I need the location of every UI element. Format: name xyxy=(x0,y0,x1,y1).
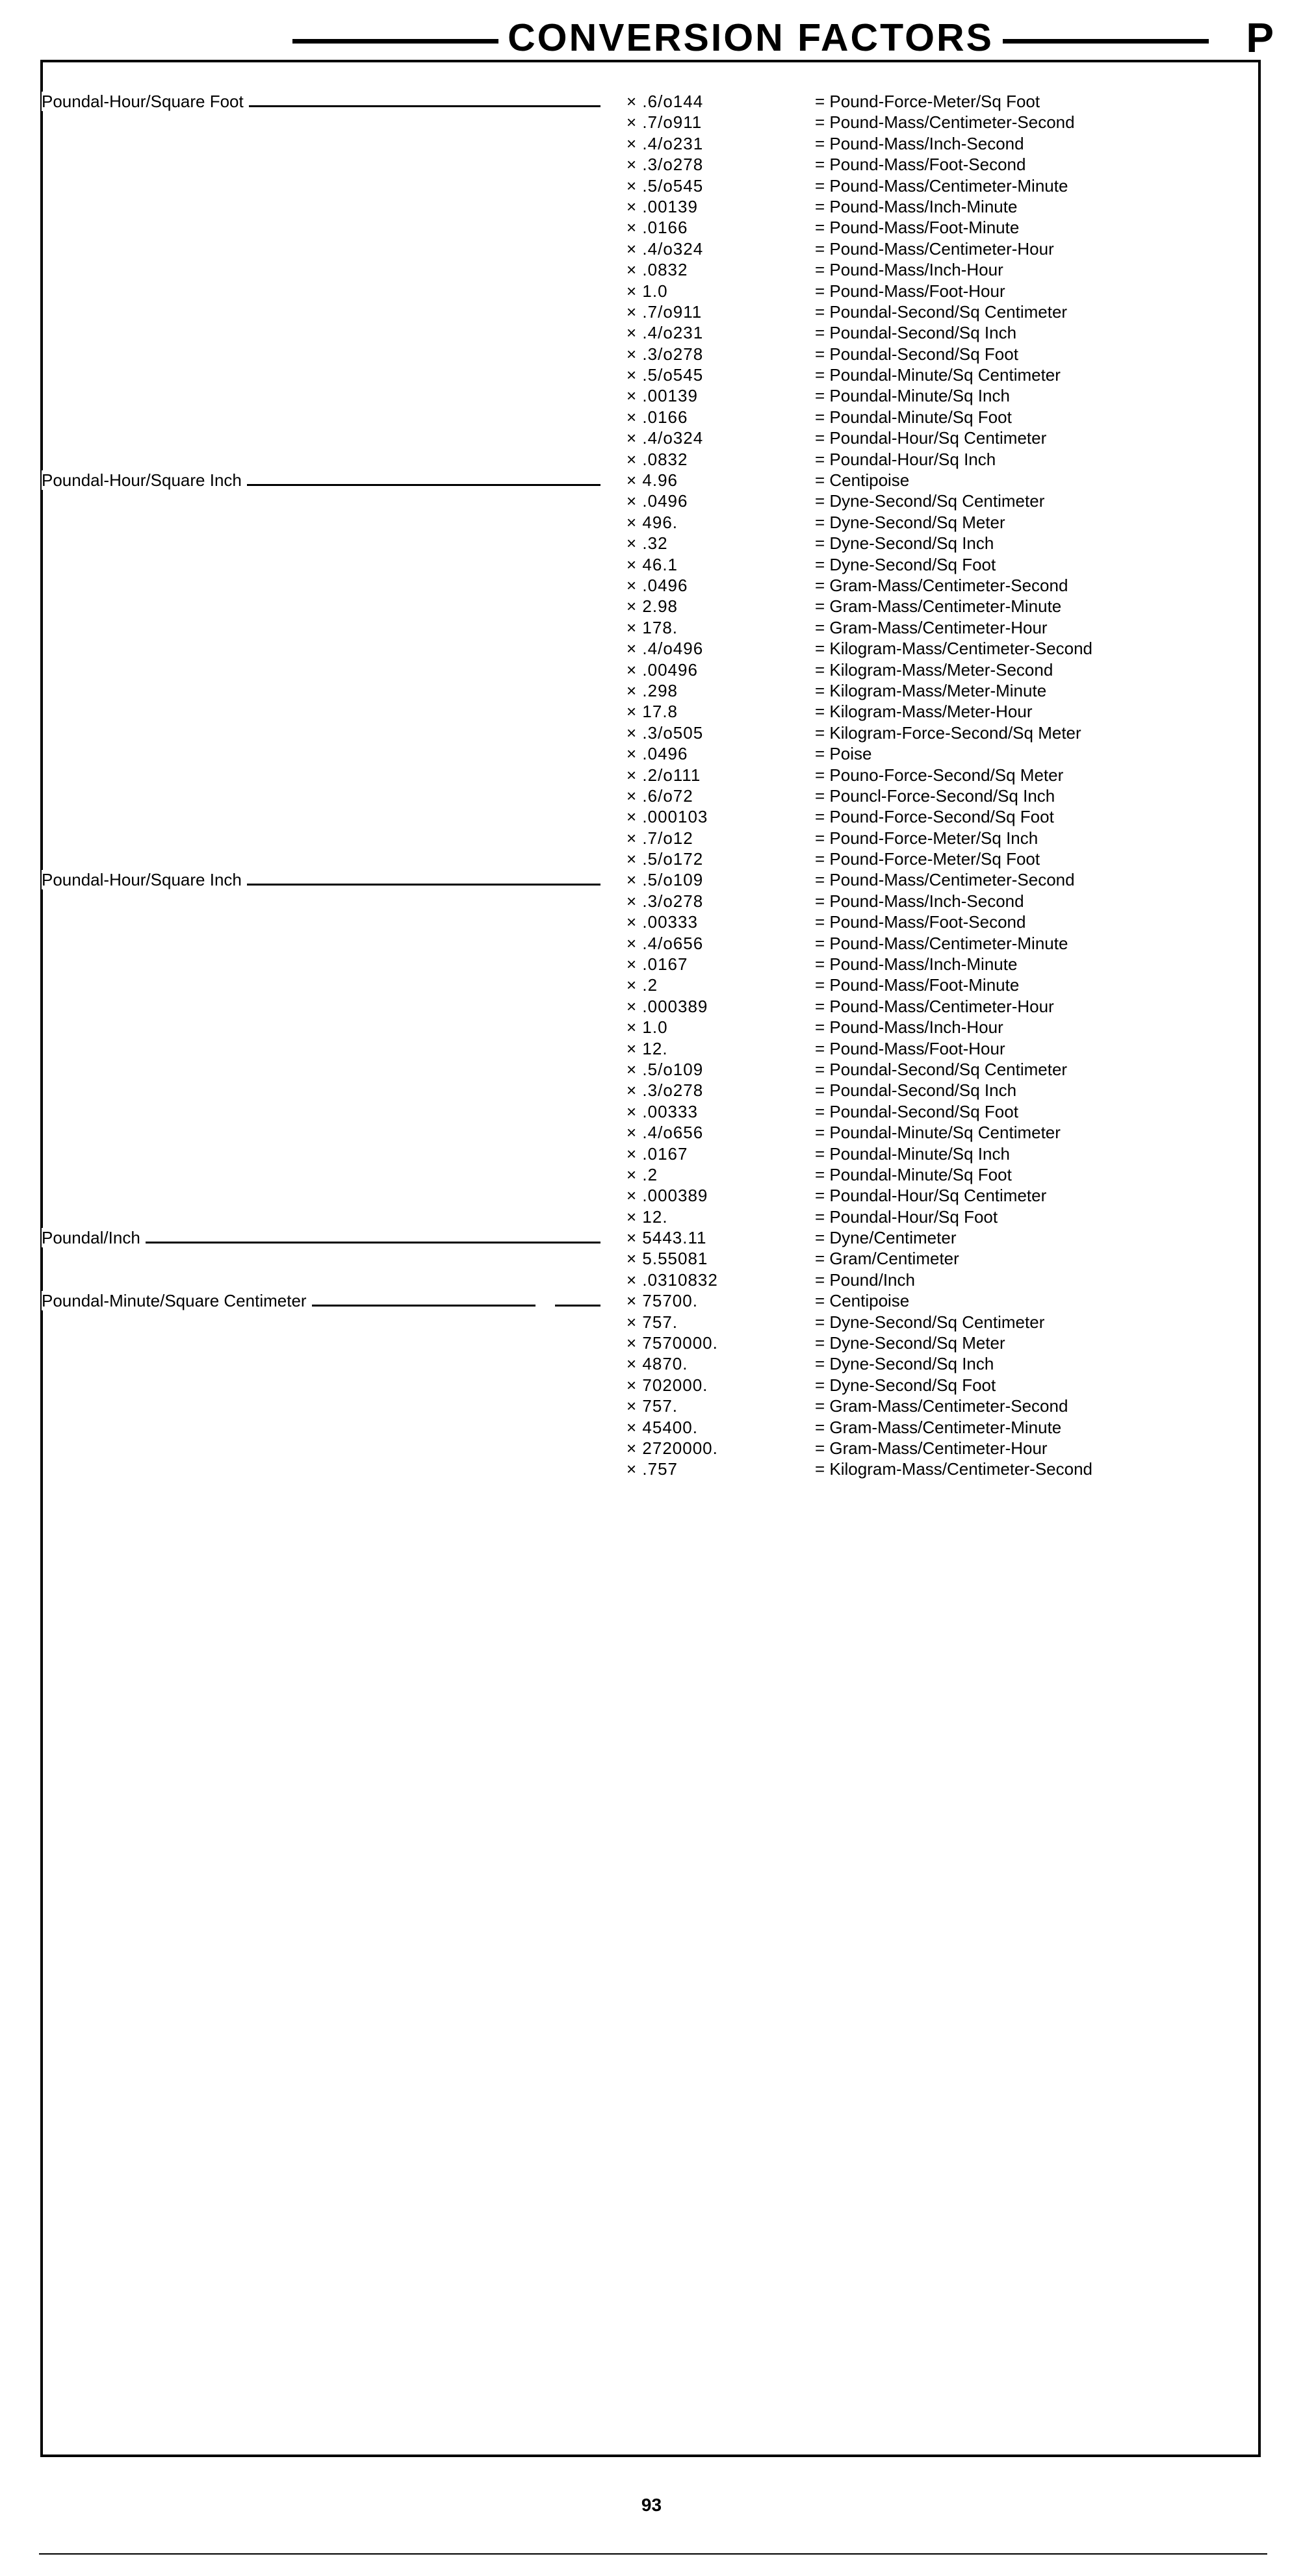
table-row xyxy=(42,1227,1263,1248)
factor-cell: × .00333 xyxy=(626,1101,698,1121)
factor-cell: × .3/o505 xyxy=(626,722,704,743)
result-cell: = Kilogram-Mass/Centimeter-Second xyxy=(815,1459,1092,1479)
result-cell: = Pound/Inch xyxy=(815,1269,915,1290)
table-row xyxy=(42,385,1263,406)
table-row xyxy=(42,722,1263,743)
result-cell: = Dyne-Second/Sq Meter xyxy=(815,512,1005,532)
result-cell: = Dyne-Second/Sq Foot xyxy=(815,554,996,574)
result-cell: = Dyne-Second/Sq Inch xyxy=(815,1354,994,1374)
result-cell: = Poundal-Second/Sq Foot xyxy=(815,1101,1018,1121)
result-cell: = Kilogram-Force-Second/Sq Meter xyxy=(815,722,1081,743)
factor-cell: × 7570000. xyxy=(626,1333,718,1353)
result-cell: = Poundal-Second/Sq Foot xyxy=(815,344,1018,364)
table-row xyxy=(42,1080,1263,1101)
factor-cell: × .757 xyxy=(626,1459,678,1479)
factor-cell: × 4.96 xyxy=(626,470,678,491)
factor-cell: × 1.0 xyxy=(626,1017,668,1038)
table-row xyxy=(42,1248,1263,1269)
factor-cell: × 46.1 xyxy=(626,554,678,574)
unit-label: Poundal-Minute/Square Centimeter xyxy=(42,1291,312,1310)
result-cell: = Pound-Force-Meter/Sq Foot xyxy=(815,92,1040,111)
factor-cell: × 12. xyxy=(626,1038,668,1058)
table-row xyxy=(42,828,1263,848)
result-cell: = Poundal-Hour/Sq Centimeter xyxy=(815,1186,1047,1206)
result-cell: = Poundal-Minute/Sq Inch xyxy=(815,386,1010,406)
factor-cell: × .4/o324 xyxy=(626,238,704,259)
result-cell: = Gram-Mass/Centimeter-Second xyxy=(815,575,1068,595)
factor-cell: × .0167 xyxy=(626,954,688,975)
table-row xyxy=(42,1206,1263,1227)
unit-label: Poundal-Hour/Square Foot xyxy=(42,92,249,111)
result-cell: = Poundal-Hour/Sq Inch xyxy=(815,449,996,469)
factor-cell: × .4/o231 xyxy=(626,323,704,343)
table-row xyxy=(42,701,1263,722)
result-cell: = Poundal-Hour/Sq Centimeter xyxy=(815,428,1047,448)
result-cell: = Dyne-Second/Sq Meter xyxy=(815,1333,1005,1353)
table-row xyxy=(42,912,1263,932)
factor-cell: × .0496 xyxy=(626,491,688,511)
table-row xyxy=(42,680,1263,701)
factor-cell: × .6/o144 xyxy=(626,92,704,111)
factor-cell: × 496. xyxy=(626,512,678,532)
table-row xyxy=(42,933,1263,954)
unit-label: Poundal/Inch xyxy=(42,1228,146,1247)
table-row xyxy=(42,996,1263,1017)
table-row xyxy=(42,449,1263,470)
factor-cell: × .4/o324 xyxy=(626,428,704,448)
table-row xyxy=(42,1101,1263,1122)
result-cell: = Kilogram-Mass/Meter-Hour xyxy=(815,702,1033,722)
result-cell: = Pound-Mass/Centimeter-Second xyxy=(815,870,1075,890)
factor-cell: × .0496 xyxy=(626,744,688,764)
result-cell: = Poundal-Minute/Sq Foot xyxy=(815,407,1012,427)
header-rule-left xyxy=(292,39,498,44)
conversion-table xyxy=(42,91,1263,1480)
result-cell: = Kilogram-Mass/Centimeter-Second xyxy=(815,639,1092,659)
table-row xyxy=(42,322,1263,343)
factor-cell: × .5/o545 xyxy=(626,365,704,385)
unit-cell xyxy=(42,869,626,890)
factor-cell: × .4/o656 xyxy=(626,933,704,953)
table-row xyxy=(42,154,1263,175)
result-cell: = Pound-Mass/Centimeter-Hour xyxy=(815,996,1054,1016)
page-header xyxy=(39,12,1274,64)
factor-cell: × 2720000. xyxy=(626,1438,718,1458)
table-row xyxy=(42,512,1263,533)
result-cell: = Pound-Mass/Foot-Hour xyxy=(815,281,1005,301)
table-row xyxy=(42,765,1263,785)
result-cell: = Kilogram-Mass/Meter-Second xyxy=(815,659,1053,680)
result-cell: = Pound-Mass/Inch-Second xyxy=(815,891,1024,911)
result-cell: = Pound-Mass/Inch-Hour xyxy=(815,260,1003,280)
factor-cell: × 45400. xyxy=(626,1417,698,1437)
page-number: 93 xyxy=(641,2495,662,2515)
result-cell: = Gram-Mass/Centimeter-Hour xyxy=(815,617,1048,637)
result-cell: = Poundal-Minute/Sq Centimeter xyxy=(815,365,1061,385)
table-row xyxy=(42,869,1263,890)
result-cell: = Dyne-Second/Sq Inch xyxy=(815,533,994,554)
result-cell: = Poundal-Minute/Sq Centimeter xyxy=(815,1123,1061,1143)
result-cell: = Gram-Mass/Centimeter-Minute xyxy=(815,596,1062,617)
result-cell: = Centipoise xyxy=(815,470,910,491)
result-cell: = Gram-Mass/Centimeter-Second xyxy=(815,1396,1068,1416)
result-cell: = Pound-Mass/Centimeter-Minute xyxy=(815,933,1068,953)
result-cell: = Pound-Force-Meter/Sq Inch xyxy=(815,828,1039,848)
factor-cell: × .4/o496 xyxy=(626,639,704,659)
result-cell: = Pound-Mass/Inch-Minute xyxy=(815,954,1018,975)
result-cell: = Pound-Mass/Foot-Second xyxy=(815,155,1026,175)
result-cell: = Centipoise xyxy=(815,1291,910,1311)
factor-cell: × .0167 xyxy=(626,1143,688,1164)
result-cell: = Dyne/Centimeter xyxy=(815,1228,957,1248)
table-row xyxy=(42,1038,1263,1059)
table-row xyxy=(42,1122,1263,1143)
unit-label: Poundal-Hour/Square Inch xyxy=(42,870,247,889)
unit-cell xyxy=(42,91,626,112)
factor-cell: × .5/o109 xyxy=(626,870,704,890)
table-row xyxy=(42,344,1263,364)
table-row xyxy=(42,1396,1263,1416)
section-letter: P xyxy=(1246,14,1274,61)
factor-cell: × .5/o109 xyxy=(626,1059,704,1079)
table-row xyxy=(42,301,1263,322)
result-cell: = Pound-Mass/Foot-Minute xyxy=(815,975,1020,995)
table-row xyxy=(42,1269,1263,1290)
result-cell: = Poundal-Second/Sq Centimeter xyxy=(815,301,1068,322)
factor-cell: × .00496 xyxy=(626,659,698,680)
table-row xyxy=(42,785,1263,806)
factor-cell: × .4/o231 xyxy=(626,133,704,153)
footer-rule xyxy=(39,2553,1267,2555)
factor-cell: × 1.0 xyxy=(626,281,668,301)
table-row xyxy=(42,112,1263,133)
result-cell: = Pound-Mass/Foot-Second xyxy=(815,912,1026,932)
result-cell: = Pound-Mass/Centimeter-Minute xyxy=(815,175,1068,196)
result-cell: = Dyne-Second/Sq Centimeter xyxy=(815,1312,1045,1332)
factor-cell: × .5/o545 xyxy=(626,175,704,196)
factor-cell: × .00333 xyxy=(626,912,698,932)
factor-cell: × .4/o656 xyxy=(626,1123,704,1143)
unit-cell xyxy=(42,470,626,491)
table-row xyxy=(42,975,1263,995)
table-row xyxy=(42,617,1263,638)
table-row xyxy=(42,1059,1263,1080)
result-cell: = Gram-Mass/Centimeter-Hour xyxy=(815,1438,1048,1458)
table-row xyxy=(42,1459,1263,1479)
factor-cell: × 757. xyxy=(626,1312,678,1332)
result-cell: = Poise xyxy=(815,744,872,764)
result-cell: = Pound-Mass/Inch-Minute xyxy=(815,196,1018,216)
factor-cell: × .000389 xyxy=(626,1186,708,1206)
factor-cell: × .3/o278 xyxy=(626,344,704,364)
factor-cell: × 4870. xyxy=(626,1354,688,1374)
factor-cell: × 178. xyxy=(626,617,678,637)
factor-cell: × .3/o278 xyxy=(626,891,704,911)
table-row xyxy=(42,1312,1263,1333)
result-cell: = Pound-Force-Meter/Sq Foot xyxy=(815,849,1040,869)
table-row xyxy=(42,1185,1263,1206)
factor-cell: × 2.98 xyxy=(626,596,678,617)
table-row xyxy=(42,91,1263,112)
factor-cell: × .7/o911 xyxy=(626,301,703,322)
result-cell: = Poundal-Second/Sq Centimeter xyxy=(815,1059,1068,1079)
table-row xyxy=(42,470,1263,491)
result-cell: = Pound-Mass/Inch-Second xyxy=(815,133,1024,153)
table-row xyxy=(42,638,1263,659)
factor-cell: × 757. xyxy=(626,1396,678,1416)
unit-label: Poundal-Hour/Square Inch xyxy=(42,470,247,490)
result-cell: = Poundal-Second/Sq Inch xyxy=(815,1080,1017,1101)
result-cell: = Pound-Mass/Foot-Minute xyxy=(815,218,1020,238)
result-cell: = Pouno-Force-Second/Sq Meter xyxy=(815,765,1064,785)
table-row xyxy=(42,891,1263,912)
factor-cell: × .0496 xyxy=(626,575,688,595)
result-cell: = Poundal-Hour/Sq Foot xyxy=(815,1206,998,1227)
factor-cell: × .2 xyxy=(626,1164,658,1184)
result-cell: = Pound-Mass/Centimeter-Hour xyxy=(815,238,1054,259)
table-row xyxy=(42,1017,1263,1038)
header-rule-right xyxy=(1003,39,1209,44)
factor-cell: × .298 xyxy=(626,680,678,700)
factor-cell: × .000103 xyxy=(626,807,708,827)
table-row xyxy=(42,281,1263,301)
table-row xyxy=(42,1375,1263,1396)
unit-cell xyxy=(42,1290,626,1311)
table-row xyxy=(42,364,1263,385)
table-row xyxy=(42,1353,1263,1374)
result-cell: = Poundal-Minute/Sq Inch xyxy=(815,1143,1010,1164)
result-cell: = Dyne-Second/Sq Foot xyxy=(815,1375,996,1395)
factor-cell: × .2 xyxy=(626,975,658,995)
table-row xyxy=(42,743,1263,764)
table-row xyxy=(42,407,1263,427)
result-cell: = Kilogram-Mass/Meter-Minute xyxy=(815,680,1047,700)
factor-cell: × .0166 xyxy=(626,218,688,238)
factor-cell: × .6/o72 xyxy=(626,785,693,806)
result-cell: = Pound-Mass/Centimeter-Second xyxy=(815,112,1075,133)
table-row xyxy=(42,217,1263,238)
result-cell: = Pouncl-Force-Second/Sq Inch xyxy=(815,785,1055,806)
factor-cell: × .0832 xyxy=(626,449,688,469)
factor-cell: × 702000. xyxy=(626,1375,708,1395)
factor-cell: × 17.8 xyxy=(626,702,678,722)
table-row xyxy=(42,491,1263,511)
leader-line-segment xyxy=(555,1305,600,1307)
table-row xyxy=(42,659,1263,680)
table-row xyxy=(42,1417,1263,1438)
factor-cell: × .00139 xyxy=(626,386,698,406)
table-row xyxy=(42,1290,1263,1311)
result-cell: = Gram/Centimeter xyxy=(815,1249,959,1269)
result-cell: = Gram-Mass/Centimeter-Minute xyxy=(815,1417,1062,1437)
factor-cell: × 5443.11 xyxy=(626,1228,707,1248)
result-cell: = Pound-Mass/Foot-Hour xyxy=(815,1038,1005,1058)
factor-cell: × .0310832 xyxy=(626,1269,718,1290)
table-row xyxy=(42,427,1263,448)
table-row xyxy=(42,554,1263,575)
factor-cell: × 5.55081 xyxy=(626,1249,708,1269)
table-row xyxy=(42,596,1263,617)
factor-cell: × .0832 xyxy=(626,260,688,280)
table-row xyxy=(42,259,1263,280)
factor-cell: × .7/o12 xyxy=(626,828,693,848)
table-row xyxy=(42,533,1263,554)
table-row xyxy=(42,1333,1263,1353)
factor-cell: × .00139 xyxy=(626,196,698,216)
table-row xyxy=(42,133,1263,154)
factor-cell: × 75700. xyxy=(626,1291,698,1311)
result-cell: = Pound-Force-Second/Sq Foot xyxy=(815,807,1054,827)
table-row xyxy=(42,196,1263,217)
table-row xyxy=(42,1143,1263,1164)
factor-cell: × .3/o278 xyxy=(626,1080,704,1101)
result-cell: = Poundal-Second/Sq Inch xyxy=(815,323,1017,343)
factor-cell: × .000389 xyxy=(626,996,708,1016)
result-cell: = Pound-Mass/Inch-Hour xyxy=(815,1017,1003,1038)
factor-cell: × .0166 xyxy=(626,407,688,427)
table-row xyxy=(42,1164,1263,1185)
factor-cell: × .5/o172 xyxy=(626,849,704,869)
table-row xyxy=(42,575,1263,596)
factor-cell: × .7/o911 xyxy=(626,112,703,133)
table-row xyxy=(42,238,1263,259)
factor-cell: × .3/o278 xyxy=(626,155,704,175)
table-row xyxy=(42,954,1263,975)
factor-cell: × 12. xyxy=(626,1206,668,1227)
result-cell: = Poundal-Minute/Sq Foot xyxy=(815,1164,1012,1184)
table-row xyxy=(42,848,1263,869)
table-row xyxy=(42,1438,1263,1459)
page-title: CONVERSION FACTORS xyxy=(508,16,994,59)
table-row xyxy=(42,806,1263,827)
unit-cell xyxy=(42,1227,626,1248)
result-cell: = Dyne-Second/Sq Centimeter xyxy=(815,491,1045,511)
factor-cell: × .2/o111 xyxy=(626,765,701,785)
table-row xyxy=(42,175,1263,196)
factor-cell: × .32 xyxy=(626,533,668,554)
